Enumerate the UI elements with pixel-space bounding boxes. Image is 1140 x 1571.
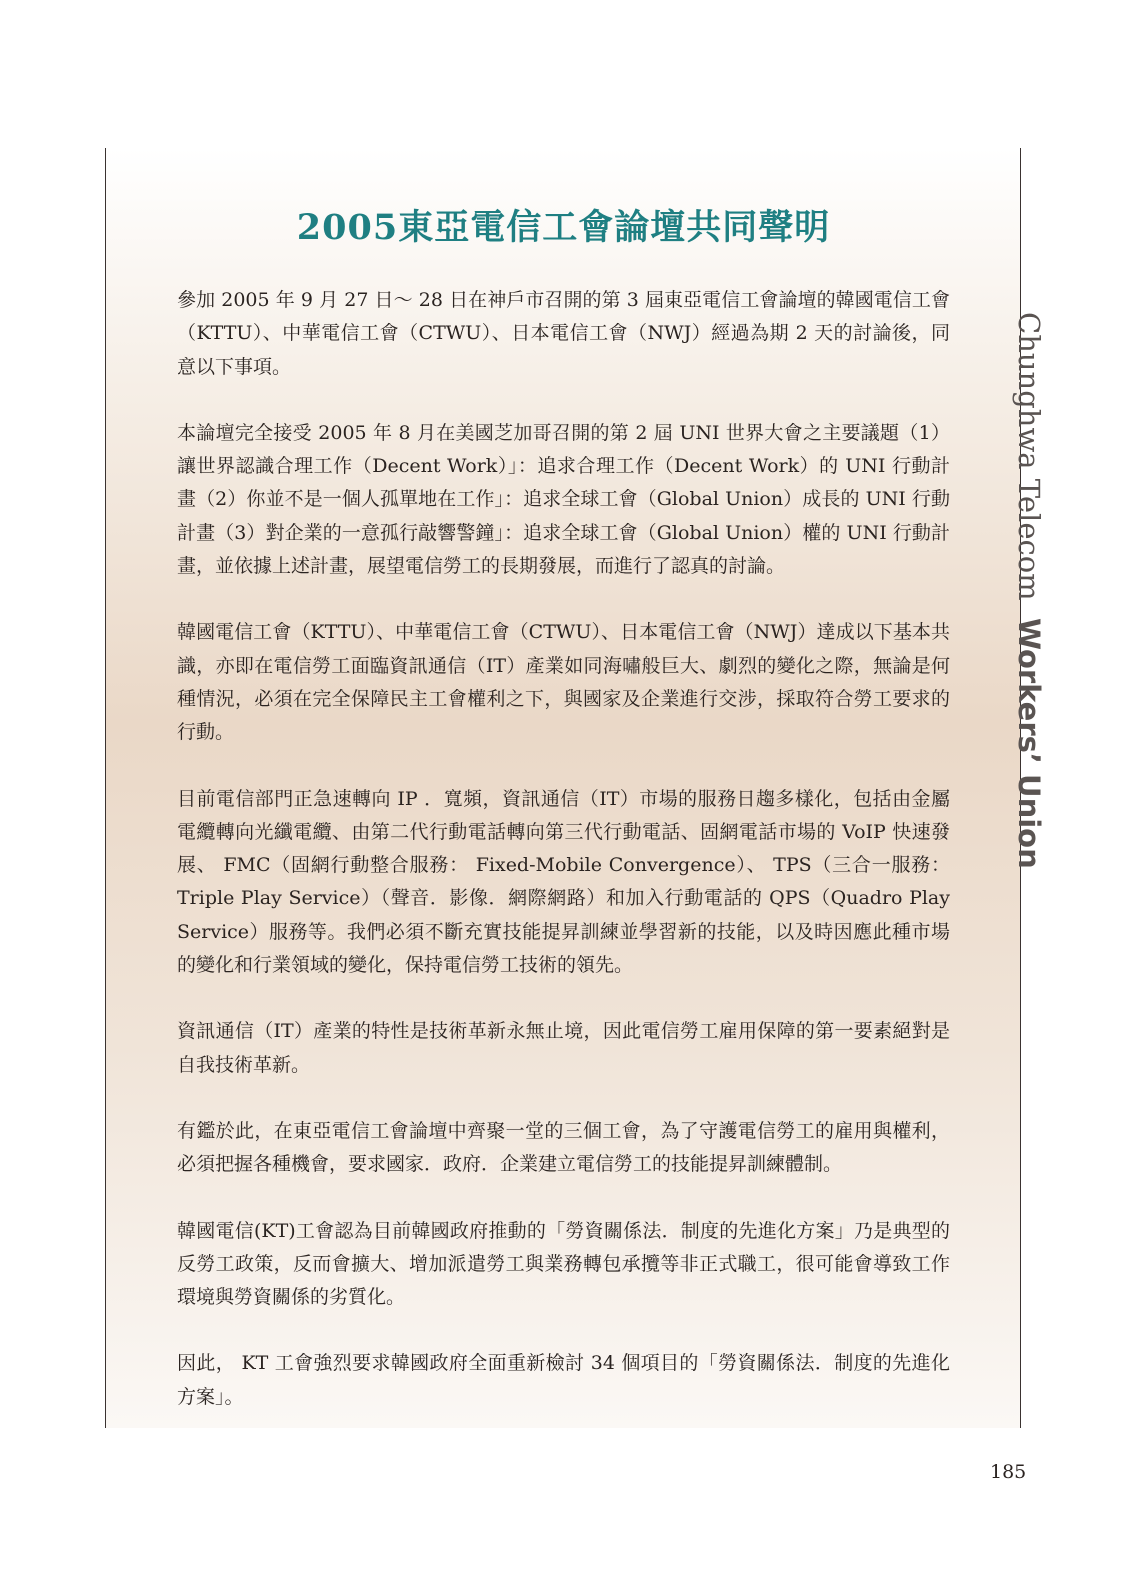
page-number: 185 xyxy=(990,1461,1027,1483)
side-label-union: Workers’ Union xyxy=(1012,617,1046,869)
paragraph-3: 韓國電信工會（KTTU）、中華電信工會（CTWU）、日本電信工會（NWJ）達成以下基本共識，亦即在電信勞工面臨資訊通信（IT）產業如同海嘯般巨大、劇烈的變化之際，無論是何種情況，必須在完全保障民主工會權利之下，與國家及企業進行交涉，採取符合勞工要求的行動。 xyxy=(177,621,950,744)
document-body xyxy=(177,284,950,1447)
paragraph-8: 因此， KT 工會強烈要求韓國政府全面重新檢討 34 個項目的「勞資關係法．制度的先進化方案」。 xyxy=(177,1352,950,1408)
paragraph-7: 韓國電信(KT)工會認為目前韓國政府推動的「勞資關係法．制度的先進化方案」乃是典型的反勞工政策，反而會擴大、增加派遣勞工與業務轉包承攬等非正式職工，很可能會導致工作環境與勞資關係的劣質化。 xyxy=(177,1219,950,1309)
paragraph-5: 資訊通信（IT）產業的特性是技術革新永無止境，因此電信勞工雇用保障的第一要素絕對是自我技術革新。 xyxy=(177,1020,950,1076)
paragraph-1: 參加 2005 年 9 月 27 日～ 28 日在神戶市召開的第 3 屆東亞電信工會論壇的韓國電信工會（KTTU）、中華電信工會（CTWU）、日本電信工會（NWJ）經過為期 2 天的討論後，同意以下事項。 xyxy=(177,289,950,378)
left-border-rule xyxy=(105,148,106,1428)
paragraph-2: 本論壇完全接受 2005 年 8 月在美國芝加哥召開的第 2 屆 UNI 世界大會之主要議題（1）讓世界認識合理工作（Decent Work）」：追求合理工作（Decent Work）的 UNI 行動計畫（2）你並不是一個人孤單地在工作」：追求全球工會（Global Union）成長的 UNI 行動計畫（3）對企業的一意孤行敲響警鐘」：追求全球工會（Global Union）權的 UNI 行動計畫，並依據上述計畫，展望電信勞工的長期發展，而進行了認真的討論。 xyxy=(177,421,950,578)
document-title: 2005東亞電信工會論壇共同聲明 xyxy=(296,207,831,248)
paragraph-6: 有鑑於此，在東亞電信工會論壇中齊聚一堂的三個工會，為了守護電信勞工的雇用與權利，必須把握各種機會，要求國家．政府．企業建立電信勞工的技能提昇訓練體制。 xyxy=(177,1119,950,1176)
side-running-header xyxy=(1012,312,1046,869)
paragraph-4: 目前電信部門正急速轉向 IP ．寬頻，資訊通信（IT）市場的服務日趨多樣化，包括由金屬電纜轉向光纖電纜、由第二代行動電話轉向第三代行動電話、固網電話市場的 VoIP 快速發展、 FMC（固網行動整合服務： Fixed-Mobile Convergence）、 TPS（三合一服務： Triple Play Service）（聲音．影像．網際網路）和加入行動電話的 QPS（Quadro Play Service）服務等。我們必須不斷充實技能提昇訓練並學習新的技能，以及時因應此種市場的變化和行業領域的變化，保持電信勞工技術的領先。 xyxy=(177,787,950,977)
side-label-company: Chunghwa Telecom xyxy=(1012,312,1046,601)
